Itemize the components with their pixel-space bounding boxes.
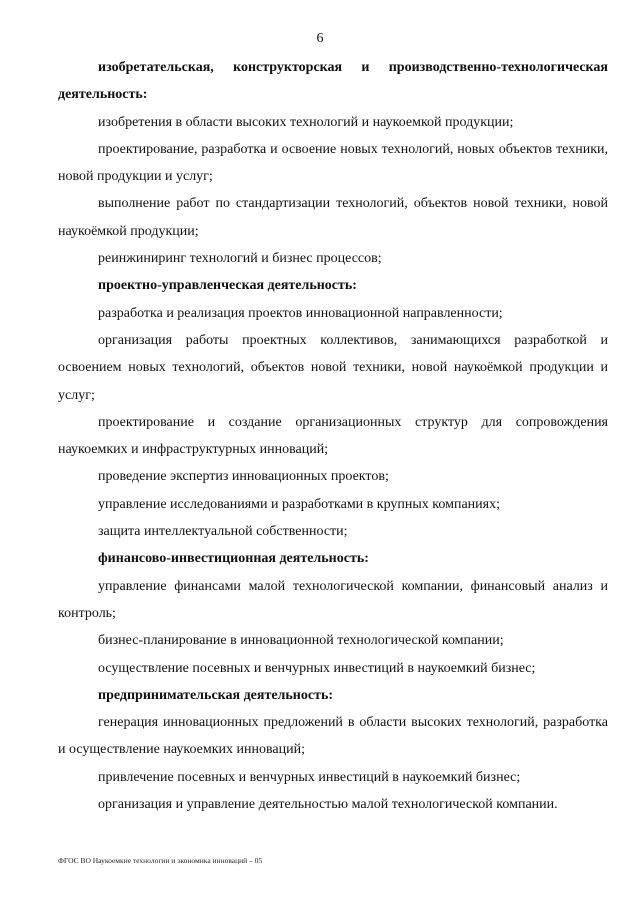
list-item-paragraph: привлечение посевных и венчурных инвестиций в наукоемкий бизнес; [98,769,521,785]
list-item-paragraph: осуществление посевных и венчурных инвестиций в наукоемкий бизнес; [98,660,536,676]
list-item-paragraph: генерация инновационных предложений в области высоких технологий, разработка и осуществление наукоемких инноваций; [58,715,608,758]
list-item-paragraph: защита интеллектуальной собственности; [98,524,348,540]
list-item-paragraph: реинжиниринг технологий и бизнес процессов; [98,251,382,267]
list-item-paragraph: бизнес-планирование в инновационной технологической компании; [98,633,504,649]
list-item-paragraph: изобретения в области высоких технологий и наукоемкой продукции; [98,114,514,130]
list-item-paragraph: организация работы проектных коллективов, занимающихся разработкой и освоением новых технологий, объектов новой техники, новой наукоёмкой продукции и услуг; [58,332,608,403]
list-item-paragraph: выполнение работ по стандартизации технологий, объектов новой техники, новой наукоёмкой продукции; [58,196,608,239]
page-footer: ФГОС ВО Наукоемкие технологии и экономика инноваций – 05 [58,856,263,865]
list-item-paragraph: управление исследованиями и разработками в крупных компаниях; [98,496,500,512]
section-heading: проектно-управленческая деятельность: [98,278,357,294]
list-item-paragraph: проектирование и создание организационных структур для сопровождения наукоемких и инфраструктурных инноваций; [58,414,608,458]
list-item-paragraph: проектирование, разработка и освоение новых технологий, новых объектов техники, новой продукции и услуг; [58,141,608,185]
section-heading: финансово-инвестиционная деятельность: [98,551,369,567]
section-heading: предпринимательская деятельность: [98,687,334,703]
page-number: 6 [316,31,324,46]
section-heading: изобретательская, конструкторская и производственно-технологическая деятельность: [58,60,608,103]
list-item-paragraph: управление финансами малой технологической компании, финансовый анализ и контроль; [58,578,608,621]
document-body [58,54,608,818]
list-item-paragraph: разработка и реализация проектов инновационной направленности; [98,305,503,321]
list-item-paragraph: организация и управление деятельностью малой технологической компании. [98,797,558,813]
list-item-paragraph: проведение экспертиз инновационных проектов; [98,469,389,485]
